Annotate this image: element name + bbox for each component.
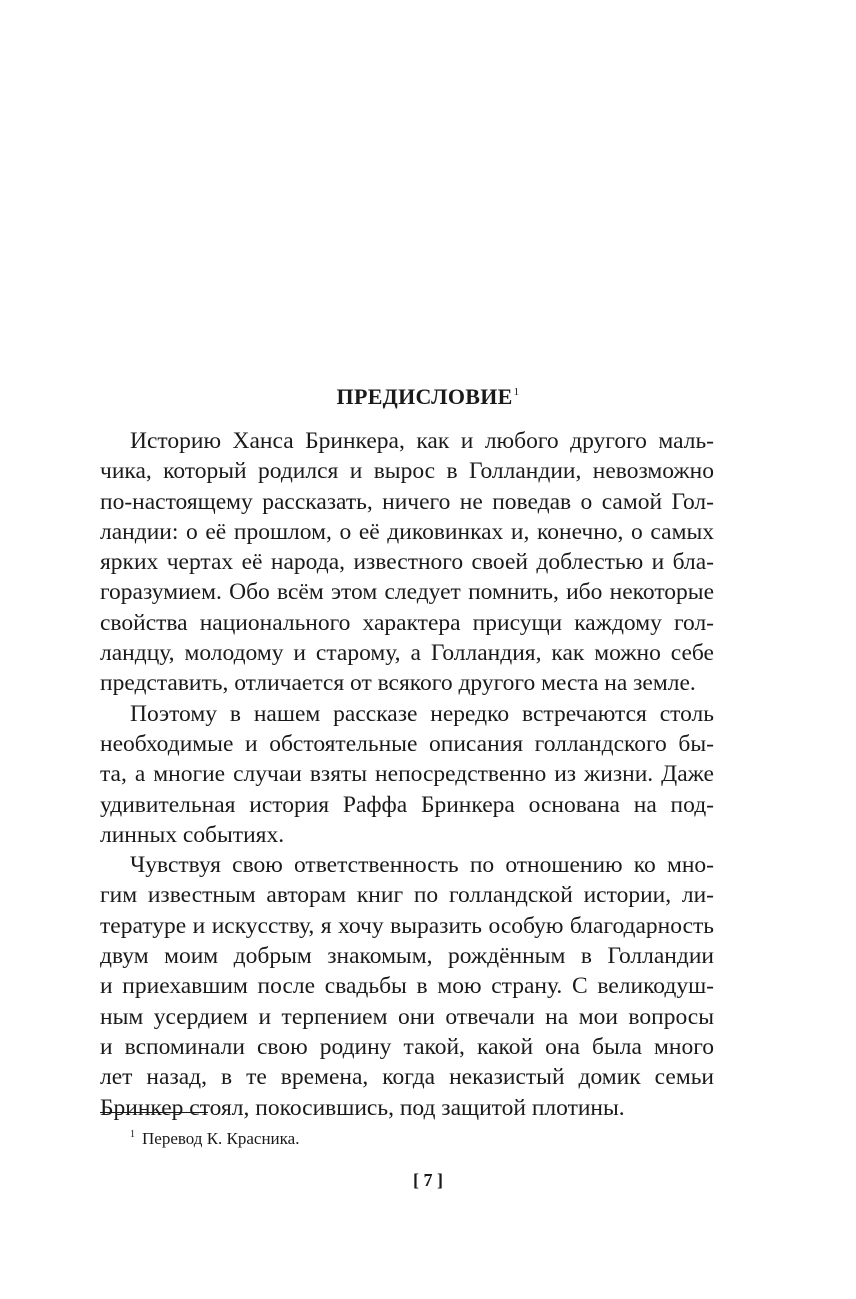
text-line: та, а многие случаи взяты непосредственно из жизни. Даже — [100, 761, 714, 788]
paragraph — [100, 699, 714, 850]
text-line: тературе и искусству, я хочу выразить особую благодарность — [100, 912, 714, 939]
text-line: удивительная история Раффа Бринкера основана на под- — [100, 791, 714, 818]
text-line: линных событиях. — [100, 821, 285, 848]
text-line: двум моим добрым знакомым, рождённым в Голландии — [100, 943, 714, 970]
text-line: свойства национального характера присущи каждому гол- — [100, 609, 714, 636]
text-line: ным усердием и терпением они отвечали на мои вопросы — [100, 1003, 714, 1030]
title-footnote-marker: 1 — [513, 386, 520, 398]
text-line: ландцу, молодому и старому, а Голландия, как можно себе — [100, 640, 714, 667]
paragraph — [100, 850, 714, 1123]
body-text — [100, 426, 714, 1123]
footnote-text: Перевод К. Красника. — [142, 1129, 300, 1148]
text-line: и вспоминали свою родину такой, какой она была много — [100, 1033, 714, 1060]
text-line: и приехавшим после свадьбы в мою страну. С великодуш- — [100, 973, 714, 1000]
text-line: горазумием. Обо всём этом следует помнить, ибо некоторые — [100, 579, 714, 606]
text-line: Историю Ханса Бринкера, как и любого другого маль- — [130, 428, 714, 454]
page-number: [ 7 ] — [413, 1170, 443, 1190]
text-line: по-настоящему рассказать, ничего не поведав о самой Гол- — [100, 488, 714, 515]
text-line: Бринкер стоял, покосившись, под защитой плотины. — [100, 1094, 625, 1121]
text-line: лет назад, в те времена, когда неказистый домик семьи — [100, 1064, 714, 1091]
page-title-text: ПРЕДИСЛОВИЕ — [336, 384, 513, 409]
text-line: ландии: о её прошлом, о её диковинках и, конечно, о самых — [100, 518, 714, 545]
footnote-divider — [100, 1112, 208, 1113]
footnote — [130, 1124, 299, 1150]
text-line: Чувствуя свою ответственность по отношению ко мно- — [130, 852, 714, 879]
text-line: необходимые и обстоятельные описания голландского бы- — [100, 730, 714, 757]
text-line: чика, который родился и вырос в Голландии, невозможно — [100, 458, 714, 485]
paragraph — [100, 426, 714, 699]
text-line: гим известным авторам книг по голландской истории, ли- — [100, 882, 714, 909]
page-title — [0, 377, 856, 412]
footnote-marker: 1 — [130, 1129, 135, 1140]
text-line: представить, отличается от всякого другого места на земле. — [100, 670, 696, 697]
text-line: ярких чертах её народа, известного своей доблестью и бла- — [100, 549, 714, 576]
text-line: Поэтому в нашем рассказе нередко встречаются столь — [130, 700, 714, 727]
